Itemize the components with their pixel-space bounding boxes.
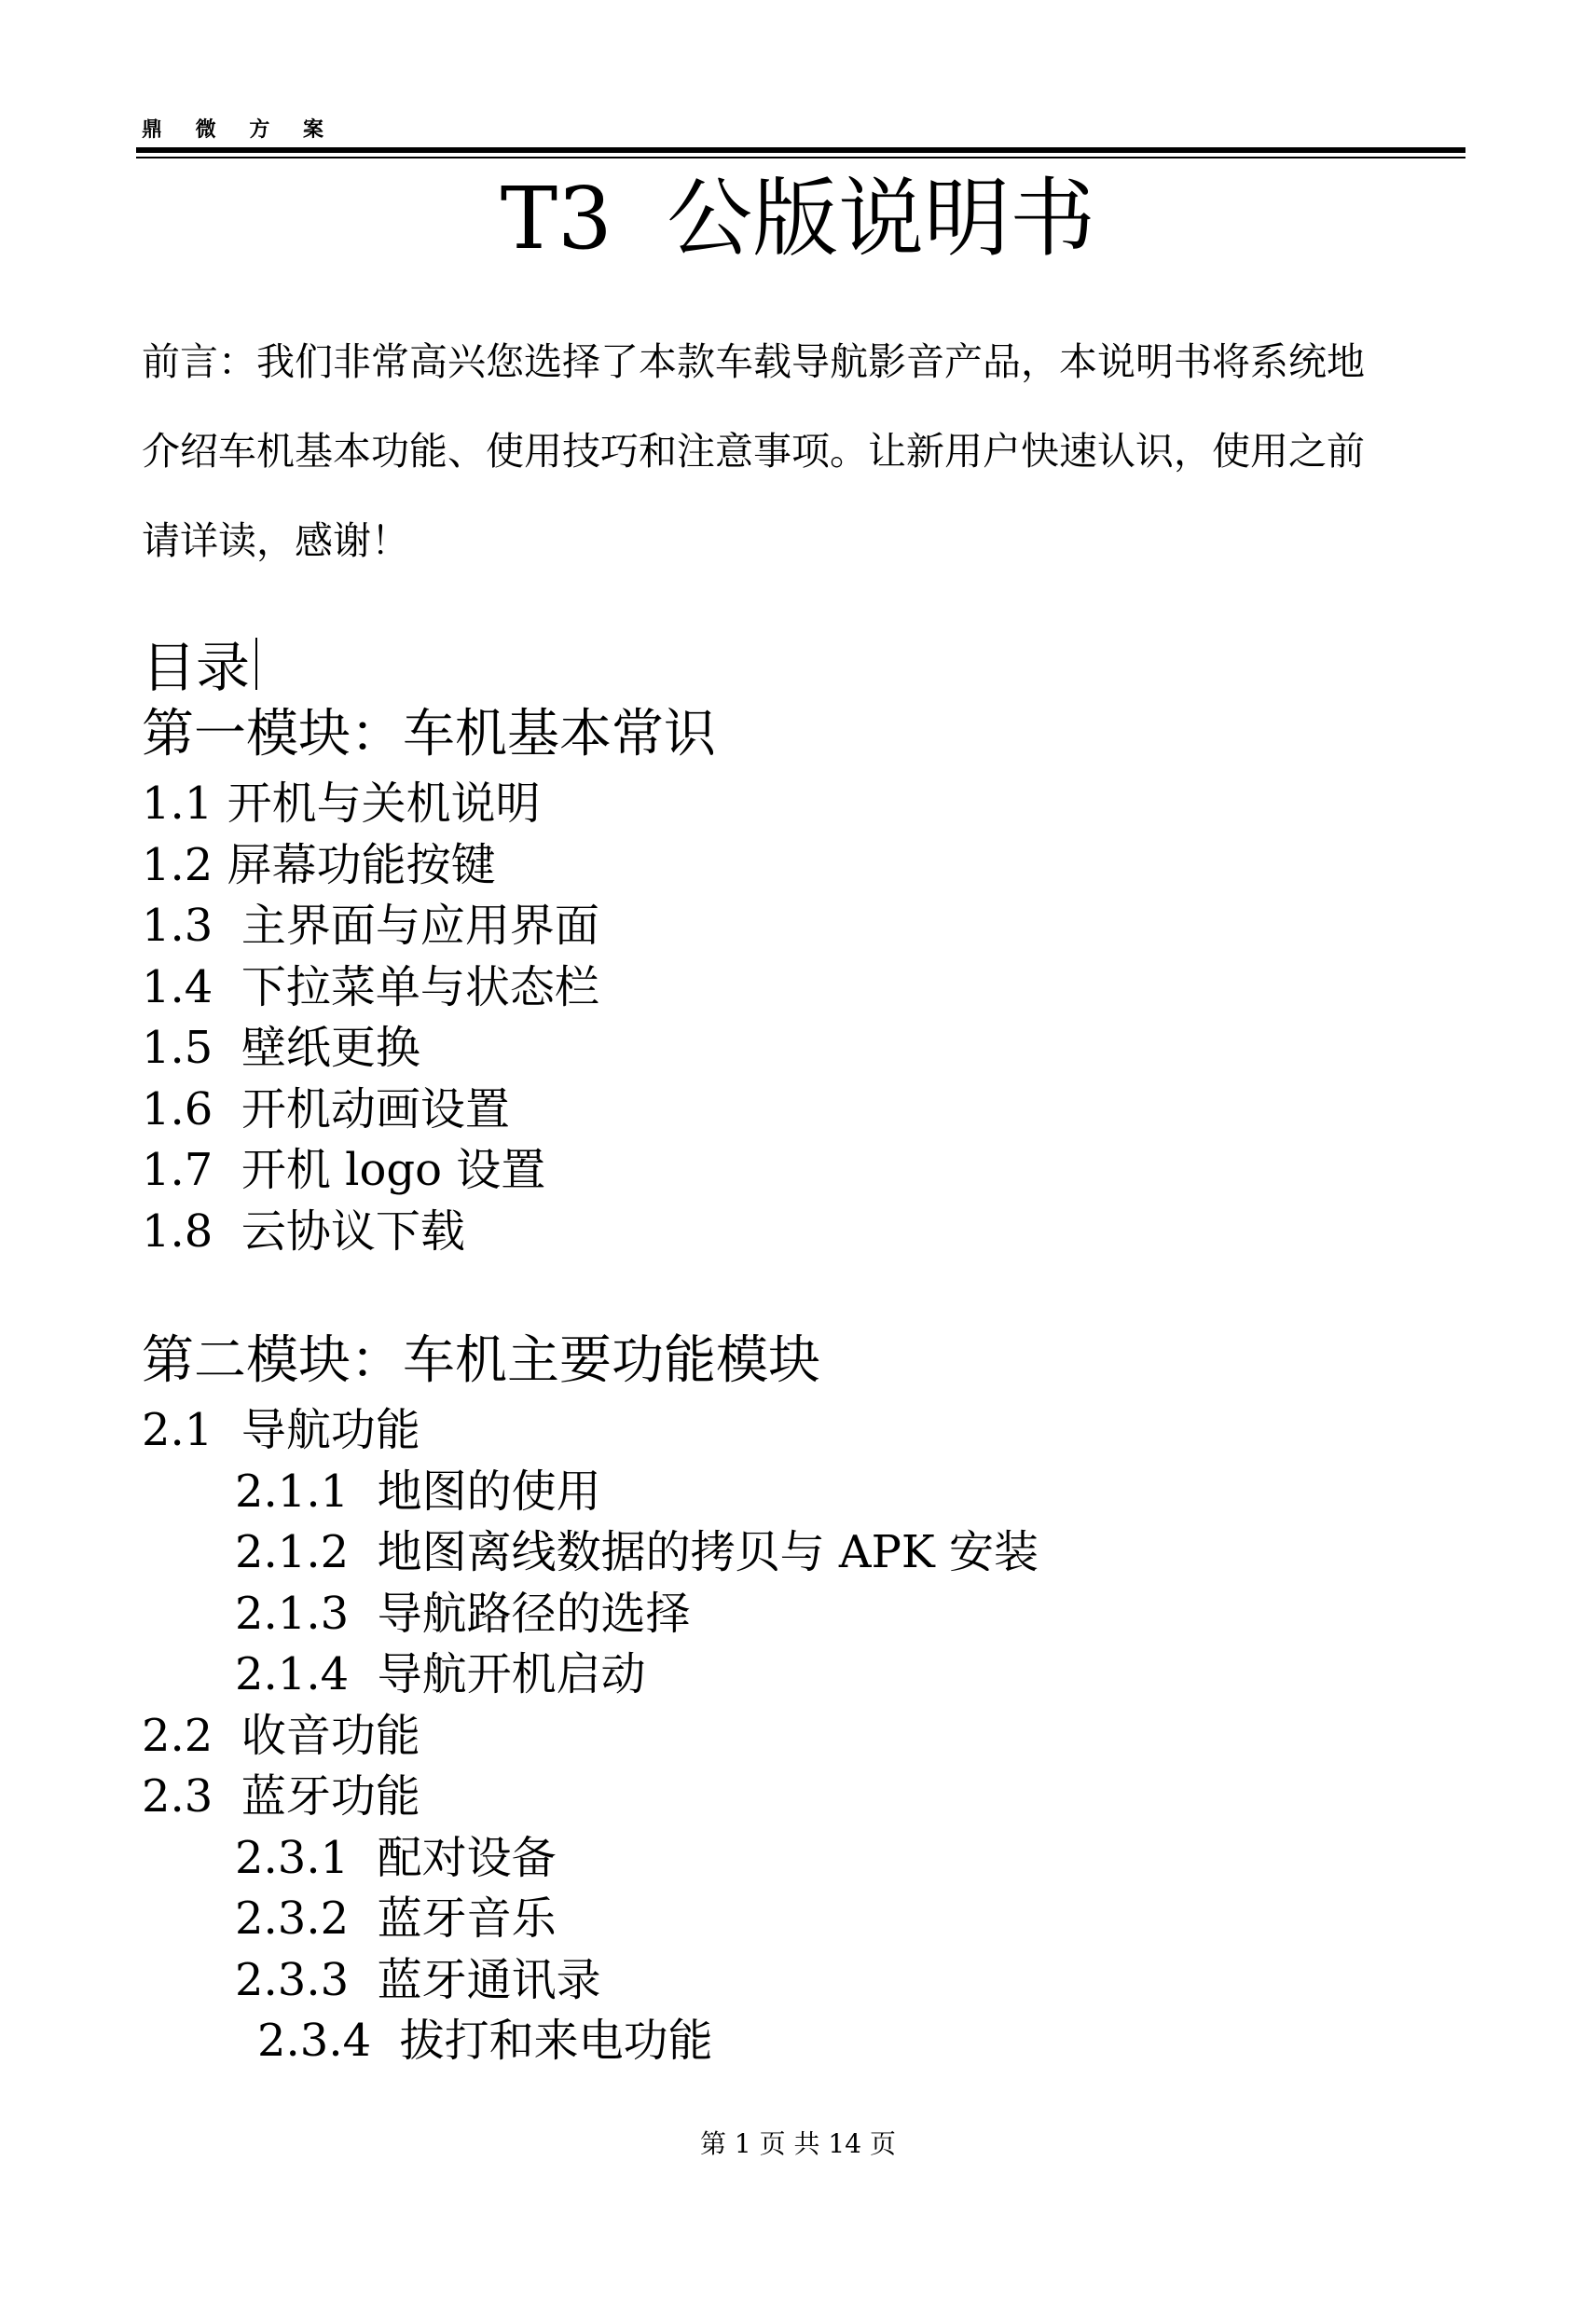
intro-line: 前言：我们非常高兴您选择了本款车载导航影音产品，本说明书将系统地 [142, 339, 1365, 384]
toc-item: 1.7 开机 logo 设置 [142, 1144, 546, 1196]
document-title: T3 公版说明书 [500, 169, 1096, 268]
toc-item: 1.5 壁纸更换 [142, 1022, 420, 1074]
text-cursor [255, 638, 257, 690]
intro-line: 介绍车机基本功能、使用技巧和注意事项。让新用户快速认识，使用之前 [142, 429, 1365, 474]
toc-heading [142, 630, 257, 705]
toc-subitem: 2.1.2 地图离线数据的拷贝与 APK 安装 [235, 1526, 1039, 1578]
toc-subitem: 2.1.4 导航开机启动 [235, 1648, 646, 1700]
toc-item: 1.6 开机动画设置 [142, 1082, 510, 1135]
toc-item: 1.1 开机与关机说明 [142, 778, 541, 830]
header-rule-thin [136, 157, 1465, 158]
toc-item: 1.4 下拉菜单与状态栏 [142, 960, 599, 1013]
toc-item: 2.1 导航功能 [142, 1404, 420, 1456]
toc-subitem: 2.1.1 地图的使用 [235, 1465, 601, 1518]
toc-item: 1.3 主界面与应用界面 [142, 900, 599, 952]
toc-subitem: 2.3.1 配对设备 [235, 1831, 557, 1884]
toc-subitem: 2.3.3 蓝牙通讯录 [235, 1953, 601, 2006]
toc-heading-text: 目录 [142, 636, 251, 699]
toc-item: 1.2 屏幕功能按键 [142, 838, 496, 891]
module-2-heading: 第二模块：车机主要功能模块 [142, 1330, 820, 1391]
toc-subitem: 2.1.3 导航路径的选择 [235, 1587, 691, 1640]
toc-item: 1.8 云协议下载 [142, 1204, 465, 1258]
header-label: 鼎 微 方 案 [142, 118, 337, 142]
module-1-heading: 第一模块：车机基本常识 [142, 704, 716, 764]
intro-paragraph [142, 317, 1465, 585]
page-footer: 第 1 页 共 14 页 [700, 2128, 896, 2159]
toc-subitem: 2.3.4 拔打和来电功能 [257, 2015, 713, 2067]
intro-line: 请详读，感谢！ [142, 518, 409, 563]
toc-subitem: 2.3.2 蓝牙音乐 [235, 1892, 557, 1945]
module-1-list [142, 774, 1447, 1262]
header-rule-thick [136, 147, 1465, 153]
module-2-list [142, 1400, 1447, 2072]
toc-item: 2.3 蓝牙功能 [142, 1770, 420, 1823]
toc-item: 2.2 收音功能 [142, 1709, 420, 1762]
